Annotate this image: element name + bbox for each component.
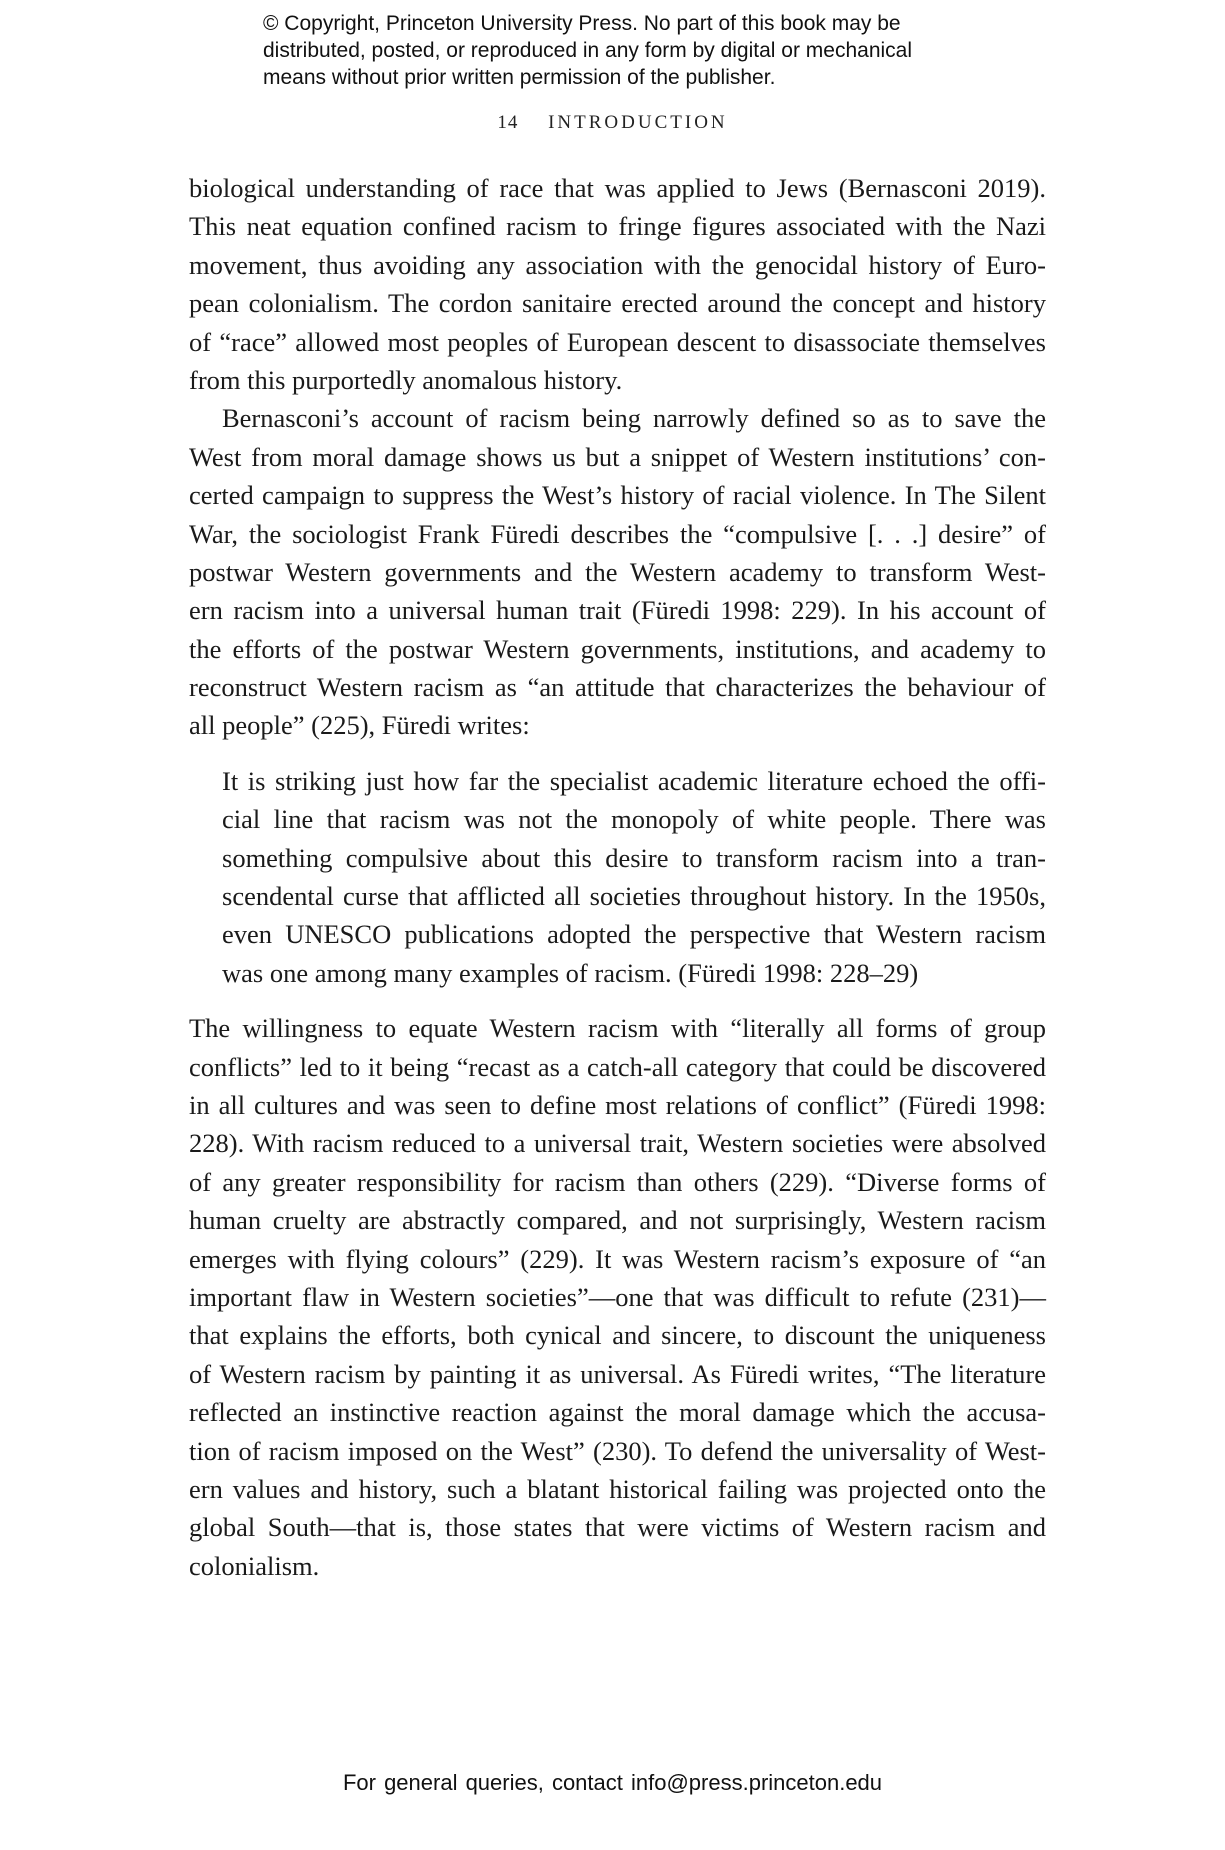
- paragraph-3: [189, 1009, 1046, 1585]
- body-text: [189, 169, 1046, 1585]
- quote-line: It is striking just how far the specialist academic literature echoed the offi-: [222, 765, 1046, 796]
- text-line: global South—that is, those states that were victims of Western racism and: [189, 1512, 1046, 1543]
- text-line: pean colonialism. The cordon sanitaire erected around the concept and history: [189, 288, 1046, 319]
- quote-line: was one among many examples of racism. (Füredi 1998: 228–29): [222, 957, 919, 988]
- text-line: important flaw in Western societies”—one that was difficult to refute (231)—: [189, 1281, 1046, 1312]
- text-line: This neat equation confined racism to fringe figures associated with the Nazi: [189, 211, 1046, 242]
- quote-line: cial line that racism was not the monopoly of white people. There was: [222, 804, 1046, 835]
- text-line: tion of racism imposed on the West” (230). To defend the universality of West-: [189, 1435, 1046, 1466]
- paragraph-2: [189, 399, 1046, 745]
- copyright-notice: [263, 10, 1023, 91]
- copyright-line: © Copyright, Princeton University Press. No part of this book may be: [263, 12, 901, 35]
- quote-line: scendental curse that afflicted all societies throughout history. In the 1950s,: [222, 881, 1046, 912]
- quote-line: something compulsive about this desire to transform racism into a tran-: [222, 842, 1046, 873]
- text-line: human cruelty are abstractly compared, and not surprisingly, Western racism: [189, 1205, 1046, 1236]
- text-line: that explains the efforts, both cynical and sincere, to discount the uniqueness: [189, 1320, 1046, 1351]
- text-line: colonialism.: [189, 1550, 320, 1581]
- section-title: INTRODUCTION: [548, 112, 728, 133]
- text-line: The willingness to equate Western racism with “literally all forms of group: [189, 1013, 1046, 1044]
- text-line: biological understanding of race that was applied to Jews (Bernasconi 2019).: [189, 173, 1046, 203]
- text-line: reflected an instinctive reaction against the moral damage which the accusa-: [189, 1397, 1046, 1428]
- text-line: movement, thus avoiding any association with the genocidal history of Euro-: [189, 249, 1046, 280]
- copyright-line: means without prior written permission of the publisher.: [263, 66, 776, 89]
- running-head: [0, 112, 1225, 134]
- text-line: West from moral damage shows us but a snippet of Western institutions’ con-: [189, 441, 1046, 472]
- text-line: Bernasconi’s account of racism being narrowly defined so as to save the: [222, 403, 1046, 434]
- page-number: 14: [497, 112, 519, 133]
- text-line: conflicts” led to it being “recast as a catch-all category that could be discovered: [189, 1051, 1046, 1082]
- text-line: ern racism into a universal human trait (Füredi 1998: 229). In his account of: [189, 595, 1046, 626]
- text-line: all people” (225), Füredi writes:: [189, 710, 530, 741]
- block-quote: [189, 762, 1046, 992]
- text-line: ern values and history, such a blatant historical failing was projected onto the: [189, 1473, 1046, 1504]
- text-line: postwar Western governments and the Western academy to transform West-: [189, 556, 1046, 587]
- text-line: War, the sociologist Frank Füredi describes the “compulsive [. . .] desire” of: [189, 518, 1046, 549]
- text-line: certed campaign to suppress the West’s history of racial violence. In The Silent: [189, 480, 1046, 511]
- text-line: in all cultures and was seen to define most relations of conflict” (Füredi 1998:: [189, 1089, 1046, 1120]
- text-line: of Western racism by painting it as universal. As Füredi writes, “The literature: [189, 1358, 1046, 1389]
- quote-line: even UNESCO publications adopted the perspective that Western racism: [222, 919, 1046, 950]
- text-line: from this purportedly anomalous history.: [189, 364, 623, 395]
- text-line: reconstruct Western racism as “an attitude that characterizes the behaviour of: [189, 672, 1046, 703]
- copyright-line: distributed, posted, or reproduced in any form by digital or mechanical: [263, 39, 913, 62]
- text-line: of “race” allowed most peoples of European descent to disassociate themselves: [189, 326, 1046, 357]
- text-line: emerges with flying colours” (229). It was Western racism’s exposure of “an: [189, 1243, 1046, 1274]
- text-line: the efforts of the postwar Western governments, institutions, and academy to: [189, 633, 1046, 664]
- footer-contact: For general queries, contact info@press.princeton.edu: [342, 1770, 883, 1795]
- text-line: of any greater responsibility for racism than others (229). “Diverse forms of: [189, 1166, 1046, 1197]
- text-line: 228). With racism reduced to a universal trait, Western societies were absolved: [189, 1128, 1046, 1159]
- paragraph-1: [189, 169, 1046, 399]
